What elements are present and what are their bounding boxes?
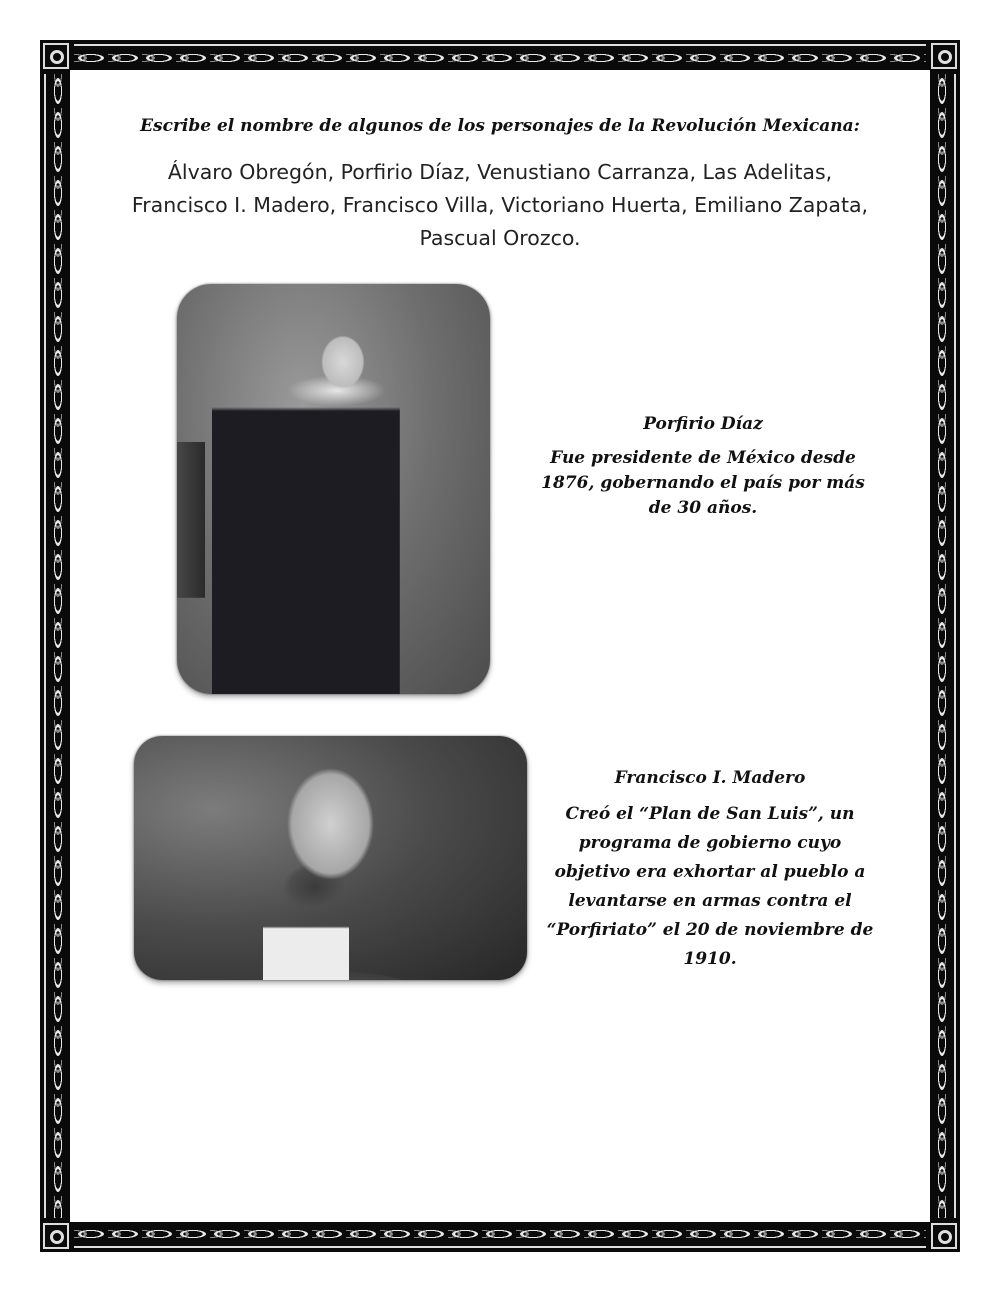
- border-band-left: [44, 74, 72, 1218]
- figure-description: Creó el “Plan de San Luis”, un programa de gobierno cuyo objetivo era exhortar al pueblo a levantarse en armas contra el “Porfiriato” el 20 de noviembre de 1910.: [546, 804, 874, 969]
- portrait-francisco-madero: [134, 736, 527, 980]
- corner-ornament-icon: [931, 43, 957, 69]
- corner-ornament-icon: [931, 1223, 957, 1249]
- caption-francisco-madero: [545, 768, 875, 974]
- portrait-porfirio-diaz: [177, 284, 490, 694]
- corner-ornament-icon: [43, 1223, 69, 1249]
- figure-description: Fue presidente de México desde 1876, gobernando el país por más de 30 años.: [541, 448, 865, 518]
- border-band-bottom: [74, 1220, 926, 1248]
- figure-name: Porfirio Díaz: [643, 414, 763, 434]
- border-band-right: [928, 74, 956, 1218]
- figure-name: Francisco I. Madero: [614, 768, 806, 788]
- caption-porfirio-diaz: [533, 414, 873, 521]
- corner-ornament-icon: [43, 43, 69, 69]
- names-list: Álvaro Obregón, Porfirio Díaz, Venustiano Carranza, Las Adelitas, Francisco I. Madero, Francisco Villa, Victoriano Huerta, Emiliano Zapata, Pascual Orozco.: [131, 160, 869, 250]
- border-band-top: [74, 44, 926, 72]
- worksheet-instruction: Escribe el nombre de algunos de los personajes de la Revolución Mexicana:: [140, 116, 860, 136]
